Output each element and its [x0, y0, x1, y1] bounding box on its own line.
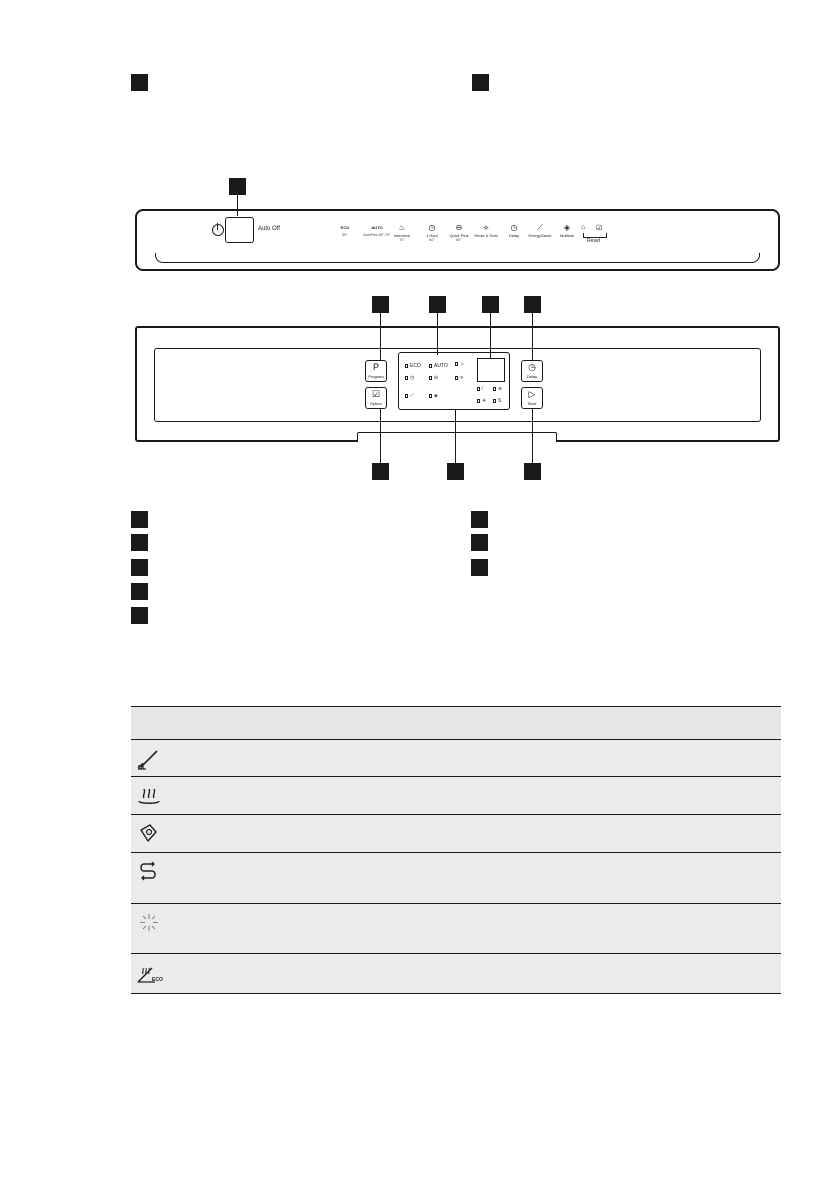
indicator-1-hour: ◷	[405, 375, 414, 381]
on-off-button[interactable]	[225, 217, 254, 243]
programme-quick-plus[interactable]	[444, 223, 474, 243]
program-button[interactable]	[365, 360, 387, 382]
tablet-icon	[135, 822, 163, 846]
indicator-brush: ⁄	[477, 386, 483, 392]
legend-marker	[471, 559, 488, 576]
airdry-eco-icon	[135, 961, 163, 985]
option-icon: ☑	[371, 389, 381, 399]
quick-icon: ⊖	[455, 223, 463, 232]
indicator-auto-label: AUTO	[434, 363, 448, 369]
option-label: Option	[370, 401, 382, 406]
table-row	[131, 777, 781, 815]
callout-marker	[472, 74, 489, 91]
indicator-heat: ≋	[493, 386, 502, 392]
energy-saver-label: EnergySaver	[528, 233, 552, 238]
indicator-display	[398, 352, 510, 410]
leader-line	[532, 409, 533, 463]
indicator-eco-label: ECO	[410, 363, 421, 369]
reset-label: Reset	[587, 238, 601, 244]
multitab-icon: ◈	[563, 223, 571, 232]
leader-line	[455, 410, 456, 463]
programme-eco[interactable]	[330, 223, 360, 238]
panel-notch	[357, 432, 557, 442]
svg-text:ECO: ECO	[152, 977, 163, 983]
option-button[interactable]	[365, 387, 387, 409]
start-button[interactable]	[521, 387, 543, 409]
legend-marker	[131, 534, 148, 551]
delay-icon: ◷	[510, 223, 518, 232]
callout-marker	[131, 74, 148, 91]
intensive-label: Intensive	[393, 233, 410, 238]
legend-marker	[131, 583, 148, 600]
indicator-multitab: ◈	[429, 393, 438, 399]
energy-icon: ⟋	[537, 223, 543, 232]
clock-icon: ◷	[428, 223, 436, 232]
delay-icon: ◷	[528, 362, 536, 372]
reset-icon-b: ☑	[596, 225, 603, 232]
1-hour-label: 1 Hour	[425, 233, 438, 238]
indicator-eco	[405, 363, 421, 369]
energy-saver-option[interactable]	[525, 223, 555, 238]
legend-marker	[131, 559, 148, 576]
callout-marker	[372, 296, 389, 313]
table-row	[131, 740, 781, 777]
rinse-aid-icon	[135, 860, 163, 884]
legend-marker	[131, 607, 148, 624]
indicator-auto	[429, 363, 448, 369]
digital-display	[477, 358, 505, 382]
indicator-sparkle: ✳	[477, 398, 486, 404]
callout-marker	[429, 296, 446, 313]
callout-marker	[372, 463, 389, 480]
table-row	[131, 954, 781, 993]
control-panel-top	[135, 209, 780, 271]
multitab-label: Multitab	[559, 233, 574, 238]
delay-label: Delay	[508, 233, 520, 238]
callout-marker	[229, 178, 246, 195]
callout-marker	[524, 296, 541, 313]
start-label: Start	[527, 401, 537, 406]
table-header	[131, 707, 781, 740]
indicator-quick: ⊖	[429, 375, 438, 381]
table-row	[131, 815, 781, 853]
start-icon: ▷	[528, 389, 536, 399]
rinse-hold-label: Rinse & Hold	[474, 233, 498, 238]
indicator-rinse-aid: S	[493, 398, 501, 404]
legend-marker	[131, 511, 148, 528]
eco-label: ECO	[340, 225, 350, 230]
legend-marker	[471, 511, 488, 528]
intensive-temp: 70°	[399, 238, 405, 242]
1-hour-temp: 60°	[429, 238, 435, 242]
rinse-icon: ⟡	[483, 223, 489, 232]
programme-1-hour[interactable]	[417, 223, 447, 243]
indicator-energy: ⟋	[405, 393, 414, 399]
legend-marker	[471, 534, 488, 551]
callout-marker	[482, 296, 499, 313]
power-icon	[212, 224, 224, 236]
quick-plus-temp: 60°	[456, 238, 462, 242]
indicator-rinse: ⟡	[455, 375, 463, 381]
panel-lip	[155, 253, 760, 263]
indicator-table	[131, 706, 781, 994]
delay-button[interactable]	[521, 360, 543, 382]
table-row	[131, 904, 781, 954]
indicator-intensive: ♨	[455, 361, 464, 367]
program-label: Program	[368, 374, 384, 379]
sparkle-icon	[135, 911, 163, 935]
brush-icon	[135, 747, 163, 771]
reset-icon-a: ⌂	[581, 224, 586, 231]
quick-plus-label: Quick Plus	[449, 233, 469, 238]
delay-label: Delay	[526, 374, 538, 379]
table-row	[131, 853, 781, 904]
callout-marker	[524, 463, 541, 480]
heat-icon	[135, 784, 163, 808]
program-icon: P	[372, 362, 379, 372]
programme-rinse-hold[interactable]	[471, 223, 501, 238]
callout-marker	[447, 463, 464, 480]
programme-intensive[interactable]	[387, 223, 417, 243]
auto-label: AUTO	[371, 225, 383, 230]
leader-line	[380, 409, 381, 463]
eco-temp: 50°	[342, 233, 348, 237]
pot-icon: ♨	[398, 223, 406, 232]
multitab-option[interactable]	[552, 223, 582, 238]
auto-off-label: Auto Off	[258, 226, 280, 232]
autoflex-temp: AutoFlex 45°-70°	[363, 233, 391, 237]
